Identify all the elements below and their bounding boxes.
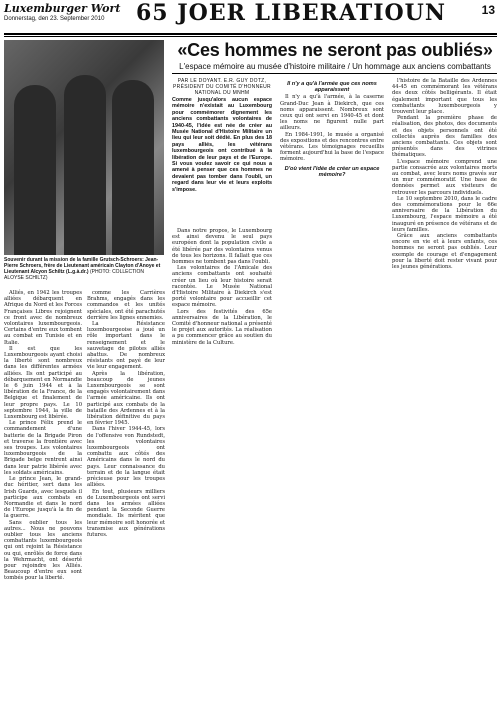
issue-date: Donnerstag, den 23. September 2010 [4,16,105,22]
header-rule-thin [4,36,497,37]
article-intro: Comme jusqu'alors aucun espace mémoire n'existait au Luxembourg pour commémorer dignement les anciens combattants volontaires de 1940-45, l'idée est née de créer au Musée National d'Histoire Militaire un lieu qui leur soit dédié. En plus des 18 pays alliés, les vétérans luxembourgeois ont contribué à la libération de leur pays et de l'Europe. Si vous voulez savoir ce qui nous a amené à penser que ces hommes ne devaient pas tomber dans l'oubli, un regard dans leur vie et leurs exploits s'impose. [172,97,272,193]
paragraph: Lors des festivités des 65e anniversaires de la Libération, le Comité d'honneur national a présenté le projet aux autorités. La réalisation a pu commencer grâce au soutien du ministère de la Culture. [172,308,272,346]
article-subtitle: L'espace mémoire au musée d'histoire militaire / Un hommage aux anciens combattants [179,62,491,71]
caption-text: Souvenir durant la mission de la famille Grutsch-Schroers: Jean-Pierre Schroers, frère de Lieutenant américain Clayton d'Anoye et Lieutenant Alcyon Schiltz (L.g.à.dr.) [4,257,161,275]
paragraph: comme les Carrières Brahms, engagés dans les commandos et les unités spéciales, ont été parachutés derrière les lignes ennemies. [87,290,165,321]
page-header [0,0,501,40]
article-column-2 [87,290,165,718]
photo-caption [4,257,164,281]
subheading: D'où vient l'idée de créer un espace mémoire? [284,165,380,178]
article-column-3 [172,228,272,718]
paragraph: Alliés, en 1942 les troupes alliées débarquent en Afrique du Nord et les Forces Françaises Libres rejoignent ce front avec de nombreux volontaires luxembourgeois. Certains d'entre eux tombent au combat en Tunisie et en Italie. [4,290,82,346]
section-title: 65 JOER LIBERATIOUN [136,0,446,26]
paragraph: Il est que les Luxembourgeois ayant choisi la liberté sont nombreux dans les différentes armées alliées. Ils ont participé au débarquement en Normandie le 6 juin 1944 et à la libération de la France, de la Belgique et finalement de leur propre pays. Le 10 septembre 1944, la ville de Luxembourg est libérée. [4,345,82,421]
photo-figure [112,80,154,255]
paragraph: En 1984-1991, le musée a organisé des expositions et des rencontres entre vétérans. Les témoignages recueillis forment aujourd'hui la base de l'espace mémoire. [280,131,384,163]
byline: PAR LE DOYANT. E.R. GUY DOTZ, PRÉSIDENT DU COMITÉ D'HONNEUR NATIONAL DU MNHM [173,78,271,96]
masthead-block [4,2,120,22]
article-column-3b [280,78,384,718]
paragraph: La Résistance luxembourgeoise a joué un rôle important dans le renseignement et le sauvetage de pilotes alliés abattus. De nombreux résistants ont payé de leur vie leur engagement. [87,321,165,371]
header-rule [4,33,497,35]
paragraph: l'histoire de la Bataille des Ardennes 44-45 en commémorant les vétérans des deux côtés belligérants. Il était également important que tous les combattants luxembourgeois y trouvent leur place. [392,78,497,116]
paragraph: Après la libération, beaucoup de jeunes Luxembourgeois se sont engagés volontairement dans l'armée américaine. Ils ont participé aux combats de la bataille des Ardennes et à la libération définitive du pays en février 1945. [87,370,165,427]
paragraph: Le prince Félix prend le commandement d'une batterie de la Brigade Piron et traverse la frontière avec ses troupes. Les volontaires luxembourgeois de la Brigade belge rentrent ainsi dans leur patrie libérée avec les soldats américains. [4,420,82,476]
article-column-4 [392,78,497,718]
photo-credit: (PHOTO: COLLECTION ALOYSE SCHILTZ) [4,269,145,281]
masthead: Luxemburger Wort [4,2,121,15]
paragraph: L'espace mémoire comprend une partie consacrée aux volontaires morts au combat, avec leurs noms gravés sur un mur commémoratif. Une base de données permet aux visiteurs de retrouver les parcours individuels. [392,158,497,196]
article-photo [4,40,164,255]
paragraph: Dans notre propos, le Luxembourg est ainsi devenu le seul pays européen dont la population civile a été libérée par des volontaires venus de tous les horizons. Il fallait que ces hommes ne tombent pas dans l'oubli. [172,228,272,266]
article-title: «Ces hommes ne seront pas oubliés» [177,40,493,60]
paragraph: Dans l'hiver 1944-45, lors de l'offensive von Rundstedt, les volontaires luxembourgeois ont combattu aux côtés des Américains dans le nord du pays. Leur connaissance du terrain et de la langue était précieuse pour les troupes alliées. [87,426,165,489]
paragraph: Le prince Jean, le grand-duc héritier, sert dans les Irish Guards, avec lesquels il participe aux combats en Normandie et dans le nord de l'Europe jusqu'à la fin de la guerre. [4,476,82,520]
photo-figure [14,85,56,255]
paragraph: Les volontaires de l'Amicale des anciens combattants ont souhaité créer un lieu où leur histoire serait racontée. Le Musée National d'Histoire Militaire à Diekirch s'est porté volontaire pour accueillir cet espace mémoire. [172,265,272,309]
paragraph: Pendant la première phase de réalisation, des photos, des documents et des objets personnels ont été collectés auprès des familles des anciens combattants. Ces objets sont présentés dans des vitrines thématiques. [392,115,497,159]
paragraph: Sans oublier tous les autres... Nous ne pouvons oublier tous les anciens combattants luxembourgeois qui ont rejoint la Résistance ou qui, enrôlés de force dans la Wehrmacht, ont déserté pour rejoindre les Alliés. Beaucoup d'entre eux sont tombés pour la liberté. [4,519,82,582]
paragraph: En tout, plusieurs milliers de Luxembourgeois ont servi dans les armées alliées pendant la Seconde Guerre mondiale. Ils méritent que leur mémoire soit honorée et transmise aux générations futures. [87,488,165,538]
photo-figure [64,75,106,255]
subheading: Il n'y a qu'à l'armée que ces noms apparaissent [287,81,377,94]
title-rule [172,73,497,74]
article-column-1 [4,290,82,718]
paragraph: Il n'y a qu'à l'armée, à la caserne Grand-Duc Jean à Diekirch, que ces noms apparaissent. Nombreux sont ceux qui ont servi en 1940-45 et dont les noms ne figurent nulle part ailleurs. [280,94,384,132]
paragraph: Grâce aux anciens combattants encore en vie et à leurs enfants, ces hommes ne seront pas oubliés. Leur exemple de courage et d'engagement pour la liberté doit rester vivant pour les jeunes générations. [392,233,497,271]
paragraph: Le 10 septembre 2010, dans le cadre des commémorations pour le 66e anniversaire de la Libération du Luxembourg, l'espace mémoire a été inauguré en présence de vétérans et de leurs familles. [392,195,497,233]
page-number: 13 [481,3,495,17]
